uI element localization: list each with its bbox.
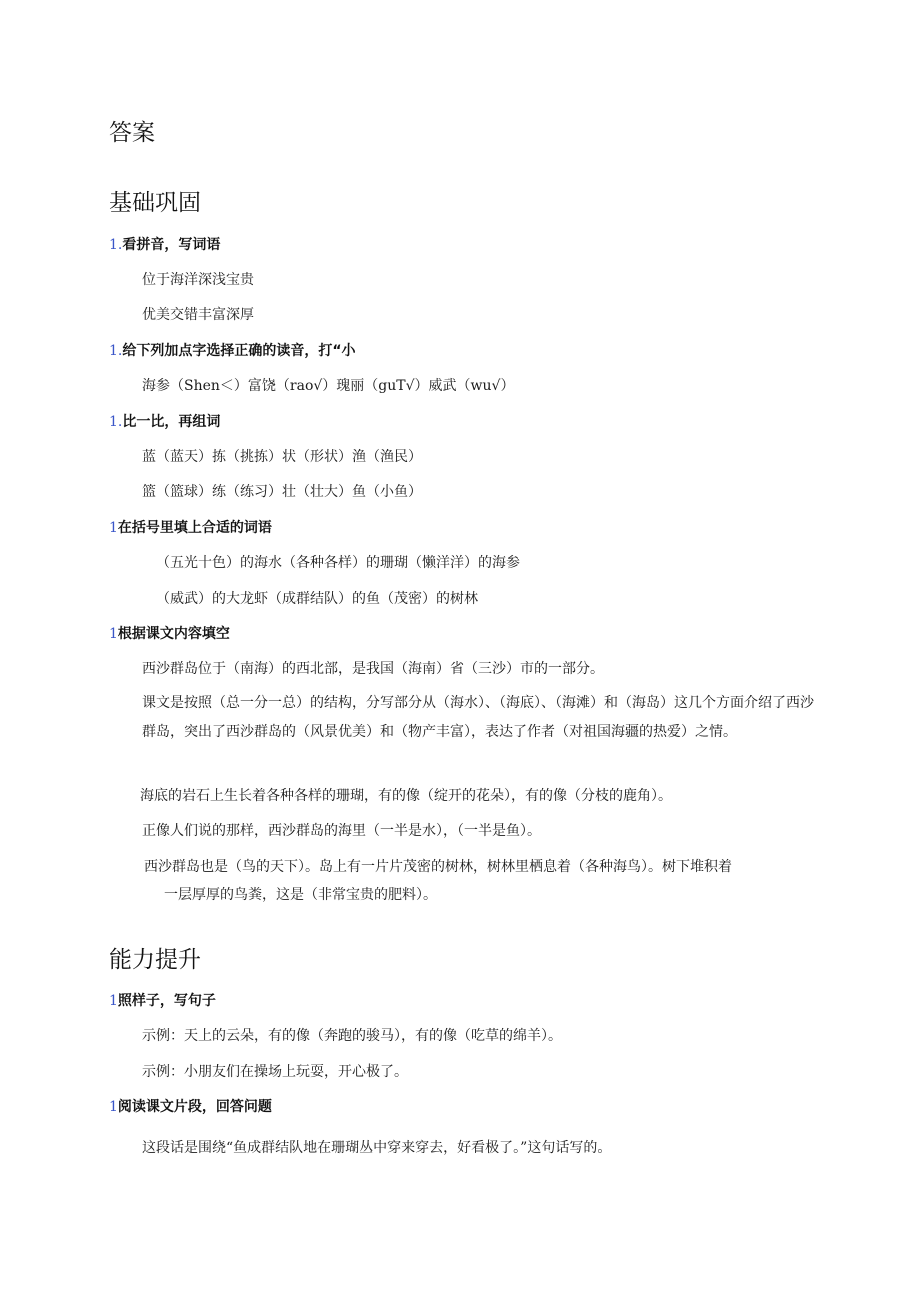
answer-line: 篮（篮球）练（练习）壮（壮大）鱼（小鱼） — [142, 484, 422, 500]
answer-line: 优美交错丰富深厚 — [142, 307, 254, 323]
question-text: 给下列加点字选择正确的读音，打“小 — [122, 343, 356, 359]
question-text: 在括号里填上合适的词语 — [117, 520, 272, 536]
question-number: 1. — [109, 414, 123, 430]
question-number: 1 — [109, 520, 118, 536]
heading-answer: 答案 — [109, 120, 155, 146]
answer-line: 海参（Shen＜）富饶（rao√）瑰丽（guT√）威武（wu√） — [142, 378, 515, 394]
question-number: 1. — [109, 237, 123, 253]
question-text: 根据课文内容填空 — [117, 626, 230, 642]
question-text: 比一比，再组词 — [122, 414, 221, 430]
answer-line: 正像人们说的那样，西沙群岛的海里（一半是水），（一半是鱼）。 — [142, 823, 541, 839]
answer-line: 示例：天上的云朵，有的像（奔跑的骏马），有的像（吃草的绵羊）。 — [142, 1028, 562, 1044]
answer-line: 位于海洋深浅宝贵 — [142, 272, 254, 288]
question-number: 1 — [109, 626, 118, 642]
answer-line: （五光十色）的海水（各种各样）的珊瑚（懒洋洋）的海参 — [156, 555, 520, 571]
heading-advance: 能力提升 — [109, 947, 201, 973]
answer-line: 一层厚厚的鸟粪，这是（非常宝贵的肥料）。 — [164, 887, 437, 903]
answer-paragraph: 课文是按照（总一分一总）的结构，分写部分从（海水）、（海底）、（海滩）和（海岛）这几个方面介绍了西沙群岛，突出了西沙群岛的（风景优美）和（物产丰富），表达了作者（对祖国海疆的热爱）之情。 — [142, 695, 814, 740]
answer-line: （威武）的大龙虾（成群结队）的鱼（茂密）的树林 — [156, 591, 478, 607]
question-1-title — [109, 235, 220, 255]
question-2-title — [109, 341, 356, 361]
answer-line: 蓝（蓝天）拣（挑拣）状（形状）渔（渔民） — [142, 449, 422, 465]
question-number: 1 — [109, 1099, 118, 1115]
answer-line: 示例：小朋友们在操场上玩耍，开心极了。 — [142, 1064, 408, 1080]
answer-line: 西沙群岛位于（南海）的西北部，是我国（海南）省（三沙）市的一部分。 — [142, 661, 604, 677]
question-6-title — [109, 991, 216, 1011]
answer-line: 这段话是围绕“鱼成群结队地在珊瑚丛中穿来穿去，好看极了。”这句话写的。 — [142, 1140, 612, 1156]
question-7-title — [109, 1097, 272, 1117]
question-5-title — [109, 624, 230, 644]
question-number: 1. — [109, 343, 123, 359]
question-number: 1 — [109, 993, 118, 1009]
answer-line: 海底的岩石上生长着各种各样的珊瑚，有的像（绽开的花朵），有的像（分枝的鹿角）。 — [140, 788, 672, 804]
question-3-title — [109, 412, 220, 432]
question-4-title — [109, 518, 272, 538]
question-text: 看拼音，写词语 — [122, 237, 221, 253]
heading-basic: 基础巩固 — [109, 190, 201, 216]
question-text: 照样子，写句子 — [117, 993, 216, 1009]
answer-line: 西沙群岛也是（鸟的天下）。岛上有一片片茂密的树林，树林里栖息着（各种海鸟）。树下堆积着 — [144, 859, 732, 875]
question-text: 阅读课文片段，回答问题 — [117, 1099, 272, 1115]
